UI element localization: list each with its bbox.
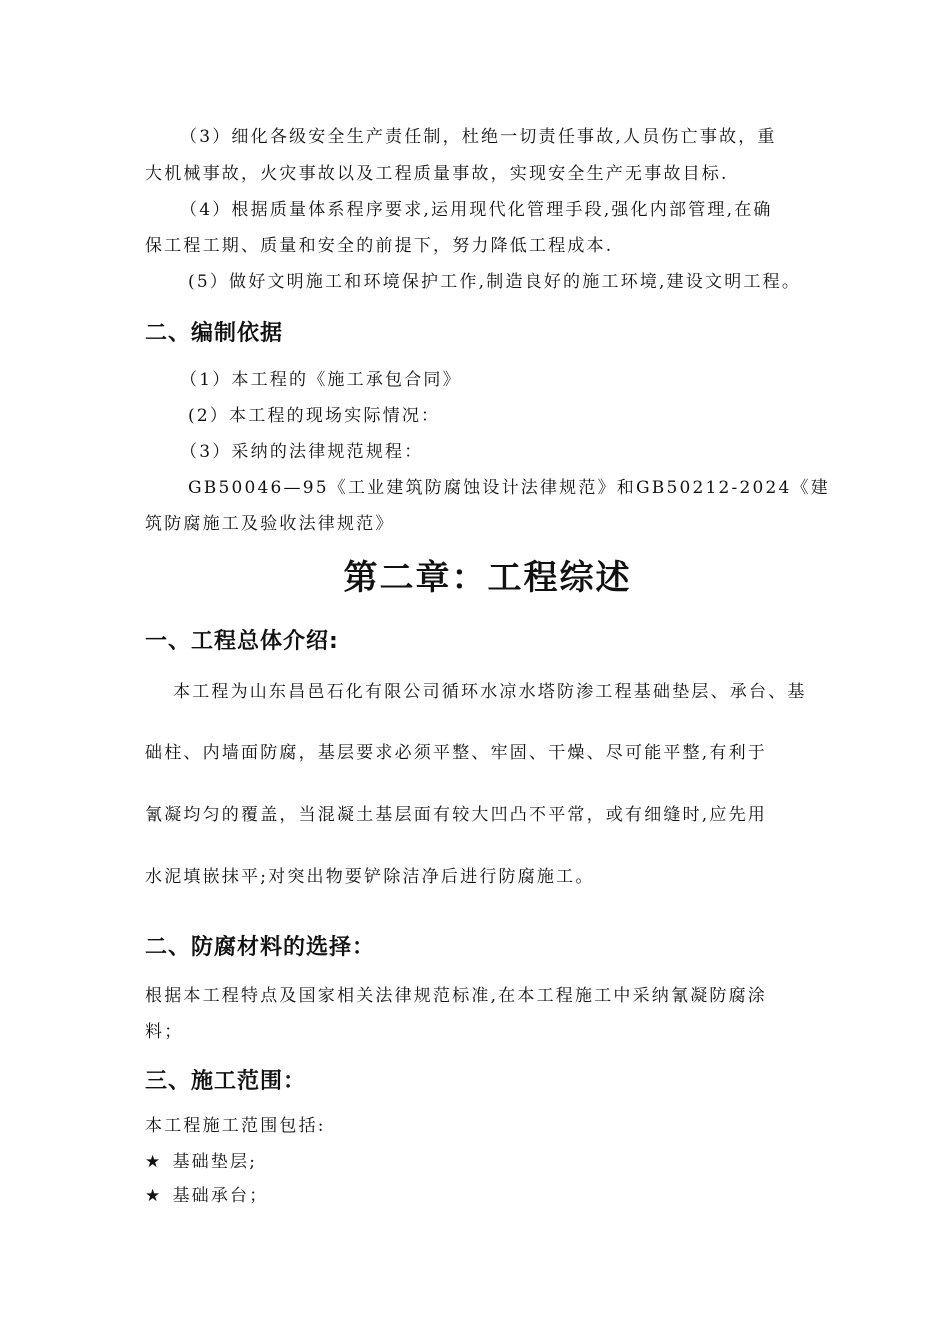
goal-item-3-line1: （3）细化各级安全生产责任制，杜绝一切责任事故,人员伤亡事故，重 — [180, 127, 777, 147]
goal-item-4-line2: 保工程工期、质量和安全的前提下，努力降低工程成本. — [145, 236, 614, 256]
intro-line-1: 本工程为山东昌邑石化有限公司循环水凉水塔防渗工程基础垫层、承台、基 — [173, 682, 807, 702]
section-heading-basis: 二、编制依据 — [145, 321, 284, 346]
section-heading-intro: 一、工程总体介绍: — [145, 629, 339, 654]
basis-item-1: （1）本工程的《施工承包合同》 — [180, 370, 462, 390]
goal-item-3-line2: 大机械事故，火灾事故以及工程质量事故，实现安全生产无事故目标. — [145, 164, 729, 184]
star-bullet-icon: ★ — [145, 1152, 163, 1172]
scope-list-item — [145, 1186, 840, 1206]
basis-item-2: (2）本工程的现场实际情况： — [188, 406, 441, 426]
scope-list-item — [145, 1152, 840, 1172]
goal-item-4-line1: （4）根据质量体系程序要求,运用现代化管理手段,强化内部管理,在确 — [180, 200, 773, 220]
star-bullet-icon: ★ — [145, 1186, 163, 1206]
section-heading-scope: 三、施工范围： — [145, 1069, 307, 1094]
scope-item-label: 基础承台； — [172, 1186, 269, 1206]
material-line-1: 根据本工程特点及国家相关法律规范标准,在本工程施工中采纳氰凝防腐涂 — [145, 986, 768, 1006]
scope-intro: 本工程施工范围包括: — [145, 1116, 326, 1136]
section-heading-material: 二、防腐材料的选择： — [145, 935, 376, 960]
basis-standards-line1: GB50046—95《工业建筑防腐蚀设计法律规范》和GB50212-2024《建 — [188, 478, 830, 498]
intro-line-4: 水泥填嵌抹平;对突出物要铲除洁净后进行防腐施工。 — [145, 867, 595, 887]
scope-item-label: 基础垫层; — [172, 1152, 258, 1172]
intro-line-3: 氰凝均匀的覆盖，当混凝土基层面有较大凹凸不平常，或有细缝时,应先用 — [145, 805, 768, 825]
goal-item-5: (5）做好文明施工和环境保护工作,制造良好的施工环境,建设文明工程。 — [188, 272, 802, 292]
basis-item-3: （3）采纳的法律规范规程： — [180, 442, 424, 462]
intro-line-2: 础柱、内墙面防腐，基层要求必须平整、牢固、干燥、尽可能平整,有利于 — [145, 743, 768, 763]
basis-standards-line2: 筑防腐施工及验收法律规范》 — [145, 514, 395, 534]
material-line-2: 料； — [145, 1022, 184, 1042]
chapter-title: 第二章：工程综述 — [343, 558, 632, 598]
